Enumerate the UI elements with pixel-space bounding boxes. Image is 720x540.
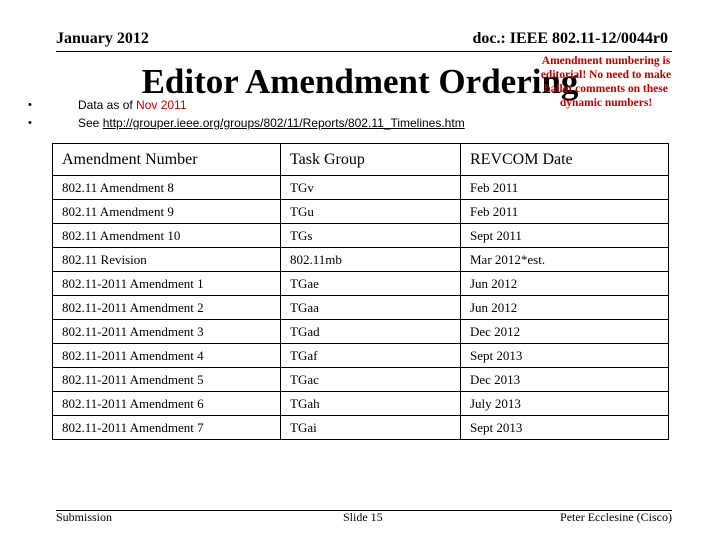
amendment-table [52,143,669,440]
amendment-cell: 802.11 Amendment 9 [53,200,281,224]
revcom-date-cell: Feb 2011 [461,176,669,200]
column-header-amendment: Amendment Number [53,144,281,176]
table-header-row [53,144,669,176]
bullet-see-link [28,115,465,133]
amendment-cell: 802.11 Revision [53,248,281,272]
table-row [53,296,669,320]
revcom-date-cell: Sept 2013 [461,344,669,368]
column-header-revcom-date: REVCOM Date [461,144,669,176]
timelines-link[interactable]: http://grouper.ieee.org/groups/802/11/Reports/802.11_Timelines.htm [102,116,465,130]
revcom-date-cell: July 2013 [461,392,669,416]
bullet-list [28,97,465,133]
revcom-date-cell: Dec 2012 [461,320,669,344]
amendment-cell: 802.11-2011 Amendment 3 [53,320,281,344]
task-group-cell: TGaf [281,344,461,368]
amendment-cell: 802.11 Amendment 8 [53,176,281,200]
footer-submission: Submission [56,510,113,524]
editorial-note: Amendment numbering is editorial! No need to make ballot comments on these dynamic numbers! [540,55,672,109]
task-group-cell: TGac [281,368,461,392]
table-row [53,320,669,344]
amendment-cell: 802.11-2011 Amendment 6 [53,392,281,416]
task-group-cell: TGv [281,176,461,200]
amendment-cell: 802.11-2011 Amendment 1 [53,272,281,296]
bullet-data-as-of [28,97,465,115]
revcom-date-cell: Jun 2012 [461,272,669,296]
footer-slide-number: Slide 15 [343,510,383,524]
revcom-date-cell: Mar 2012*est. [461,248,669,272]
bullet-text: See [78,116,103,130]
table-row [53,392,669,416]
header-date: January 2012 [56,30,149,47]
table-row [53,224,669,248]
bullet-dot-icon: • [28,117,32,129]
data-date: Nov 2011 [136,98,187,112]
bullet-dot-icon: • [28,99,32,111]
revcom-date-cell: Sept 2013 [461,416,669,440]
amendment-cell: 802.11-2011 Amendment 4 [53,344,281,368]
amendment-cell: 802.11-2011 Amendment 2 [53,296,281,320]
table-row [53,248,669,272]
table-row [53,272,669,296]
task-group-cell: 802.11mb [281,248,461,272]
bullet-text: Data as of [78,98,137,112]
header-divider [56,51,672,52]
footer-author: Peter Ecclesine (Cisco) [560,510,672,524]
table-row [53,416,669,440]
revcom-date-cell: Jun 2012 [461,296,669,320]
task-group-cell: TGah [281,392,461,416]
amendment-cell: 802.11-2011 Amendment 5 [53,368,281,392]
task-group-cell: TGae [281,272,461,296]
task-group-cell: TGad [281,320,461,344]
table-row [53,344,669,368]
task-group-cell: TGaa [281,296,461,320]
column-header-task-group: Task Group [281,144,461,176]
header-doc-id: doc.: IEEE 802.11-12/0044r0 [472,30,668,47]
revcom-date-cell: Dec 2013 [461,368,669,392]
task-group-cell: TGs [281,224,461,248]
task-group-cell: TGai [281,416,461,440]
revcom-date-cell: Sept 2011 [461,224,669,248]
amendment-cell: 802.11-2011 Amendment 7 [53,416,281,440]
table-row [53,200,669,224]
table-row [53,176,669,200]
revcom-date-cell: Feb 2011 [461,200,669,224]
table-row [53,368,669,392]
slide-title: Editor Amendment Ordering [141,62,579,101]
amendment-cell: 802.11 Amendment 10 [53,224,281,248]
task-group-cell: TGu [281,200,461,224]
